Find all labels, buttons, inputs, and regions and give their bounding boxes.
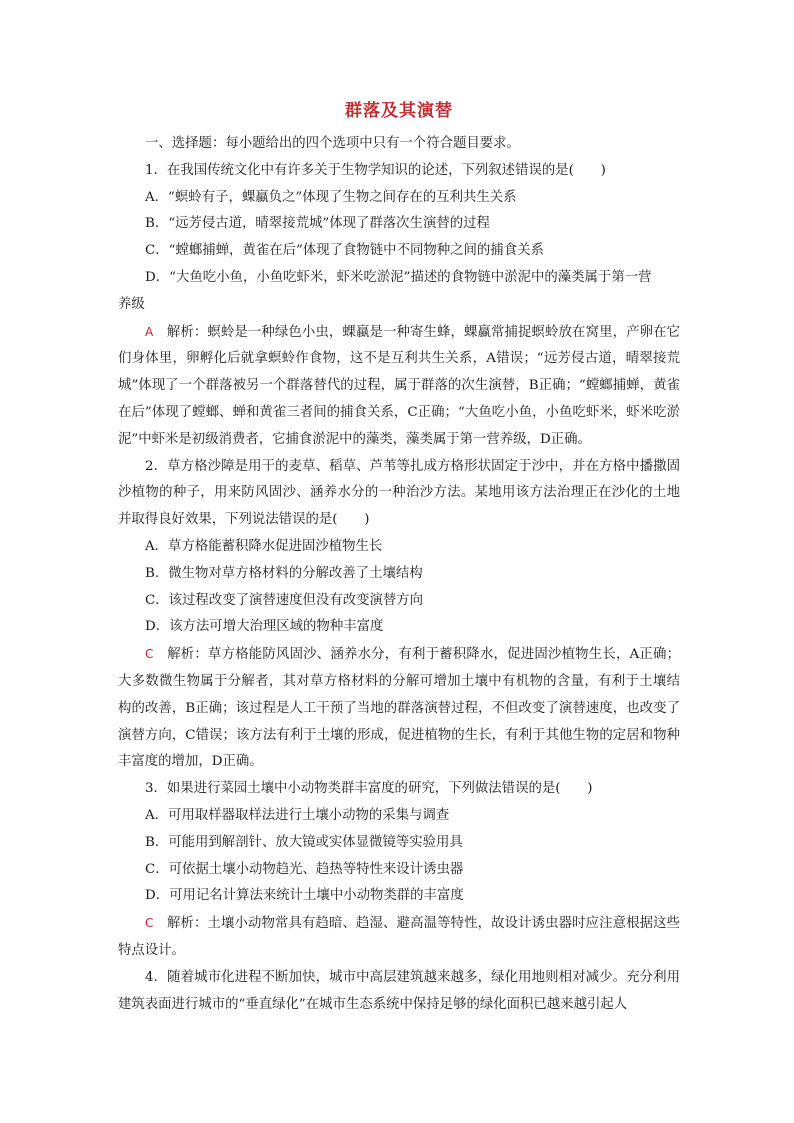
option-d-continued: 养级: [118, 296, 145, 312]
answer-explanation: [118, 910, 680, 965]
answer-letter: C: [145, 916, 154, 931]
explanation-text: 解析：草方格能防风固沙、涵养水分，有利于蓄积降水，促进固沙植物生长，A正确；大多数微生物属于分解者，其对草方格材料的分解可增加土壤中有机物的含量，有利于土壤结构的改善，B正确；该过程是人工干预了当地的群落演替过程，不但改变了演替速度，也改变了演替方向，C错误；该方法有利于土壤的形成，促进植物的生长，有利于其他生物的定居和物种丰富度的增加，D正确。: [118, 647, 681, 770]
question-1: [118, 158, 680, 454]
answer-letter: A: [145, 324, 154, 339]
document-page: [118, 96, 680, 1018]
explanation-text: 解析：土壤小动物常具有趋暗、趋湿、避高温等特性，故设计诱虫器时应注意根据这些特点设计。: [118, 916, 681, 958]
question-2: [118, 454, 680, 777]
option-d: D．该方法可增大治理区域的物种丰富度: [145, 619, 384, 635]
option-b: B．可能用到解剖针、放大镜或实体显微镜等实验用具: [145, 834, 463, 850]
option-a: A．可用取样器取样法进行土壤小动物的采集与调查: [145, 807, 450, 823]
section-header: 一、选择题：每小题给出的四个选项中只有一个符合题目要求。: [145, 136, 520, 151]
option-a: A．“螟蛉有子，蜾蠃负之”体现了生物之间存在的互利共生关系: [145, 189, 517, 205]
explanation-text: 解析：螟蛉是一种绿色小虫，蜾蠃是一种寄生蜂，蜾蠃常捕捉螟蛉放在窝里，产卵在它们身体里，卵孵化后就拿螟蛉作食物，这不是互利共生关系，A错误；“远芳侵古道，晴翠接荒城”体现了一个群落被另一个群落替代的过程，属于群落的次生演替，B正确；“螳螂捕蝉，黄雀在后”体现了螳螂、蝉和黄雀三者间的捕食关系，C正确；“大鱼吃小鱼，小鱼吃虾米，虾米吃淤泥”中虾米是初级消费者，它捕食淤泥中的藻类，藻类属于第一营养级，D正确。: [118, 324, 680, 447]
option-a: A．草方格能蓄积降水促进固沙植物生长: [145, 538, 383, 554]
answer-letter: C: [145, 647, 154, 662]
option-b: B．“远芳侵古道，晴翠接荒城”体现了群落次生演替的过程: [145, 216, 490, 232]
question-3: [118, 776, 680, 965]
option-d: D．可用记名计算法来统计土壤中小动物类群的丰富度: [145, 888, 464, 904]
answer-explanation: [118, 319, 680, 454]
option-d: D．“大鱼吃小鱼，小鱼吃虾米，虾米吃淤泥”描述的食物链中淤泥中的藻类属于第一营: [145, 269, 652, 285]
page-title: 群落及其演替: [345, 101, 453, 121]
question-stem: 4．随着城市化进程不断加快，城市中高层建筑越来越多，绿化用地则相对减少。充分利用建筑表面进行城市的“垂直绿化”在城市生态系统中保持足够的绿化面积已越来越引起人: [118, 969, 680, 1012]
question-stem: 1．在我国传统文化中有许多关于生物学知识的论述，下列叙述错误的是( ): [145, 162, 606, 178]
option-c: C．可依据土壤小动物趋光、趋热等特性来设计诱虫器: [145, 861, 464, 877]
question-4: [118, 965, 680, 1019]
option-c: C．“螳螂捕蝉，黄雀在后”体现了食物链中不同物种之间的捕食关系: [145, 243, 544, 259]
question-stem: 3．如果进行菜园土壤中小动物类群丰富度的研究，下列做法错误的是( ): [145, 781, 593, 797]
option-b: B．微生物对草方格材料的分解改善了土壤结构: [145, 565, 423, 581]
question-stem: 2．草方格沙障是用干的麦草、稻草、芦苇等扎成方格形状固定于沙中，并在方格中播撒固沙植物的种子，用来防风固沙、涵养水分的一种治沙方法。某地用该方法治理正在沙化的土地并取得良好效果，下列说法错误的是( ): [118, 458, 680, 528]
option-c: C．该过程改变了演替速度但没有改变演替方向: [145, 592, 424, 608]
answer-explanation: [118, 641, 680, 776]
